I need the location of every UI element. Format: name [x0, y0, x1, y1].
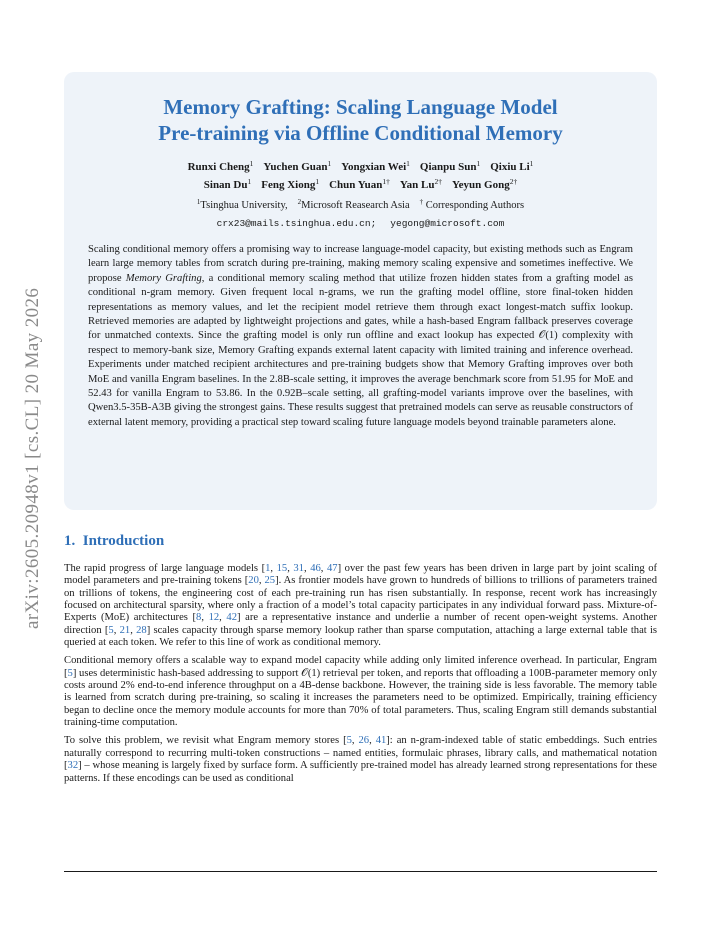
footnote-rule [64, 871, 657, 872]
citation-link[interactable]: 5 [346, 735, 352, 747]
abstract-method-name: Memory Grafting [125, 272, 202, 284]
author-name-text: Qixiu Li [490, 161, 530, 173]
affiliation-mark: † [419, 198, 424, 206]
title-abstract-panel [64, 72, 657, 510]
affiliation-mark: 1 [476, 159, 481, 168]
author-name [341, 161, 410, 173]
affiliation-name: Tsinghua University, [200, 200, 288, 211]
body-paragraph: Conditional memory offers a scalable way to expand model capacity while adding only limited inference overhead. In particular, Engram [5] uses deterministic hash-based addressing to support 𝒪(1) retrieval per token, and reports that offloading a 100B-parameter memory only costs around 2% end-to-end inference throughput on a 4B-dense backbone. However, the training side is less favorable. The memory table is learned from scratch during pre-training, so scaling it increases the parameters need to be optimized. Empirically, training efficiency began to decline once the memory module accounts for more than 70% of total parameters. Thus, scaling Engram still demands substantial training-time computation. [64, 655, 657, 729]
affiliation-name: Microsoft Reasearch Asia [301, 200, 410, 211]
author-name [420, 161, 480, 173]
body-paragraph: The rapid progress of large language models [1, 15, 31, 46, 47] over the past few years has been driven in large part by joint scaling of model parameters and pre-training tokens [20, 25]. As frontier models have grown to hundreds of billions to trillions of parameters trained on trillions of tokens, the engineering cost of each pre-training run has risen substantially. In response, recent work has increasingly focused on architectural sparsity, where only a fraction of a model’s total capacity participates in any individual forward pass. Mixture-of-Experts (MoE) architectures [8, 12, 42] are a representative instance and underlie a number of recent open-weight systems. Another direction [5, 21, 28] scales capacity through sparse memory lookup rather than sparse computation, attaching a large external table that is queried at each token. We refer to this line of work as conditional memory. [64, 563, 658, 649]
author-name [452, 179, 517, 191]
citation-link[interactable]: 20 [248, 575, 259, 587]
email-address[interactable]: crx23@mails.tsinghua.edu.cn; [216, 218, 377, 229]
author-name [261, 179, 319, 191]
title-line-1: Memory Grafting: Scaling Language Model [163, 95, 558, 119]
author-name-text: Feng Xiong [261, 179, 316, 191]
affiliation-name: Corresponding Authors [423, 200, 525, 211]
author-name-text: Runxi Cheng [187, 161, 250, 173]
author-name [400, 179, 442, 191]
contact-emails [86, 217, 635, 231]
citation-link[interactable]: 8 [196, 612, 202, 624]
affiliation-mark: 1† [382, 177, 390, 186]
abstract-part-2: , a conditional memory scaling method that utilize frozen hidden states from a grafting model as conditional n-gram memory. Given frequent local n-grams, we run the grafting model offline, store final-token hidden representations as memory values, and let the recipient model retrieve them through exact longest-match suffix lookup. Retrieved memories are adapted by lightweight projections and gates, while a hash-based Engram fallback preserves coverage for unmatched contexts. Since the grafting model is only run offline and exact lookup has expected 𝒪(1) complexity with respect to memory-bank size, Memory Grafting expands external latent capacity with limited training and inference overhead. Experiments under matched recipient architectures and pre-training budgets show that Memory Grafting improves over both MoE and vanilla Engram baselines. In the 2.8B-scale setting, it improves the average benchmark score from 51.95 for MoE and 52.43 for vanilla Engram to 53.86. In the 0.92B–scale setting, all grafting-model variants improve over the baselines, with Qwen3.5-35B-A3B giving the strongest gains. These results suggest that pretrained models can serve as reusable constructors of external latent memory, providing a practical step toward scaling future language models beyond trainable parameters alone. [88, 272, 633, 428]
author-row-2 [86, 176, 635, 194]
citation-link[interactable]: 5 [108, 624, 114, 636]
citation-link[interactable]: 32 [67, 760, 79, 772]
affiliation-mark: 2† [509, 177, 518, 186]
title-line-2: Pre-training via Offline Conditional Memory [158, 121, 563, 145]
section-heading-introduction [64, 533, 164, 550]
citation-link[interactable]: 46 [310, 563, 321, 574]
citation-link[interactable]: 5 [67, 667, 73, 679]
author-name-text: Sinan Du [203, 179, 248, 191]
author-name [204, 179, 251, 191]
affiliation-mark: 1 [327, 159, 332, 168]
author-row-1 [86, 158, 635, 176]
citation-link[interactable]: 28 [136, 624, 147, 636]
citation-link[interactable]: 25 [264, 575, 276, 587]
affiliation-mark: 2 [297, 198, 302, 206]
citation-link[interactable]: 21 [119, 624, 131, 636]
author-name-text: Yan Lu [399, 179, 435, 191]
affiliations [86, 198, 635, 213]
arxiv-identifier: arXiv:2605.20948v1 [cs.CL] 20 May 2026 [22, 287, 43, 629]
email-address[interactable]: yegong@microsoft.com [390, 218, 505, 229]
section-title: Introduction [82, 533, 165, 549]
citation-link[interactable]: 47 [327, 563, 338, 574]
affiliation-mark: 1 [315, 177, 320, 186]
author-name [188, 161, 254, 173]
author-name [490, 161, 533, 173]
citation-link[interactable]: 42 [226, 612, 237, 624]
citation-link[interactable]: 15 [276, 563, 288, 574]
citation-link[interactable]: 31 [293, 563, 304, 574]
citation-link[interactable]: 12 [208, 612, 220, 624]
affiliation-mark: 2† [434, 177, 442, 186]
author-name-text: Chun Yuan [329, 179, 383, 191]
abstract-text [86, 243, 635, 430]
citation-link[interactable]: 41 [375, 735, 387, 747]
affiliation-mark: 1 [249, 159, 254, 168]
author-name-text: Yongxian Wei [341, 161, 407, 173]
author-name-text: Yeyun Gong [451, 179, 510, 191]
affiliation-mark: 1 [196, 198, 201, 206]
author-name [263, 161, 331, 173]
author-name-text: Qianpu Sun [419, 161, 477, 173]
introduction-body [64, 563, 657, 791]
citation-link[interactable]: 26 [358, 735, 370, 747]
author-name [329, 179, 390, 191]
author-list [86, 158, 635, 194]
affiliation-mark: 1 [529, 159, 534, 168]
citation-link[interactable]: 1 [265, 563, 271, 574]
abstract-part-1: Scaling conditional memory offers a promising way to increase language-model capacity, but existing methods such as Engram learn large memory tables from scratch during pre-training, making memory scaling expensive and sometimes ineffective. We propose [88, 244, 633, 284]
affiliation-mark: 1 [406, 159, 410, 168]
author-name-text: Yuchen Guan [263, 161, 328, 173]
affiliation-mark: 1 [247, 177, 252, 186]
body-paragraph: To solve this problem, we revisit what Engram memory stores [5, 26, 41]: an n-gram-indexed table of static embeddings. Such entries naturally correspond to recurring multi-token constructions – named entities, formulaic phrases, library calls, and mathematical notation [32] – whose meaning is largely fixed by surface form. A sufficiently pre-trained model has already learned strong representations for these patterns. If these encodings can be used as conditional [64, 735, 657, 784]
paper-title [86, 94, 635, 146]
section-number: 1. [64, 533, 76, 549]
